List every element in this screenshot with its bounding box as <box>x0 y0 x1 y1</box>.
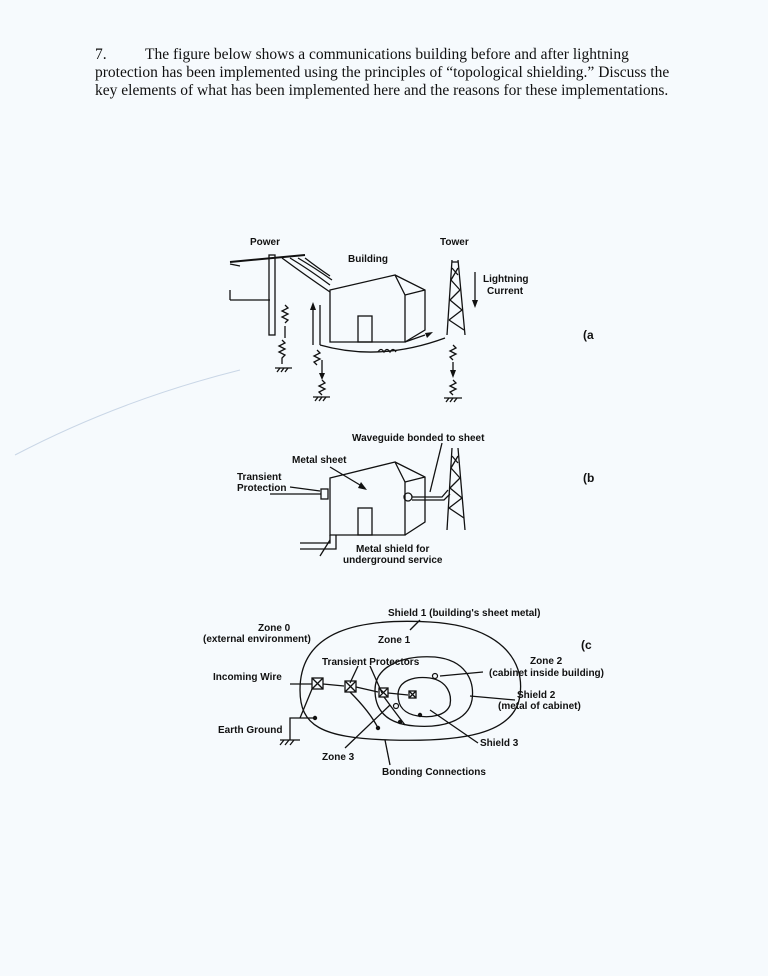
label-shield2: Shield 2 <box>517 690 556 701</box>
building-a <box>310 275 425 345</box>
label-lightning: Lightning <box>483 274 529 285</box>
power-wires <box>282 258 332 292</box>
shield-1-outline <box>300 621 521 740</box>
shield-3-outline <box>398 678 450 717</box>
label-zone2-desc: (cabinet inside building) <box>489 668 604 679</box>
label-shield2-desc: (metal of cabinet) <box>498 701 581 712</box>
panel-label-a: (a <box>583 328 594 342</box>
label-waveguide: Waveguide bonded to sheet <box>352 433 485 444</box>
label-earth-ground: Earth Ground <box>218 725 283 736</box>
label-transient-protectors: Transient Protectors <box>322 657 420 668</box>
label-bonding: Bonding Connections <box>382 767 486 778</box>
tower-a <box>444 260 478 402</box>
label-shield1: Shield 1 (building's sheet metal) <box>388 608 541 619</box>
label-zone0-desc: (external environment) <box>203 634 311 645</box>
label-transient: Transient <box>237 472 282 483</box>
label-zone1: Zone 1 <box>378 635 411 646</box>
label-tower: Tower <box>440 237 469 248</box>
figure-c <box>203 608 604 778</box>
label-shield3: Shield 3 <box>480 738 519 749</box>
transient-protector-chain <box>290 674 438 709</box>
label-zone0: Zone 0 <box>258 623 291 634</box>
label-incoming-wire: Incoming Wire <box>213 672 282 683</box>
panel-label-b: (b <box>583 471 595 485</box>
pole-ground <box>275 305 292 372</box>
label-power: Power <box>250 237 281 248</box>
label-protection: Protection <box>237 483 287 494</box>
question-number: 7. <box>95 46 107 63</box>
label-zone3: Zone 3 <box>322 752 355 763</box>
pen-mark <box>15 370 240 455</box>
label-metal-sheet: Metal sheet <box>292 455 347 466</box>
question-text: The figure below shows a communications building before and after lightning protection has been implemented using the principles of “topological shielding.” Discuss the key elements of what has been implemented here and the reasons for these implementations. <box>95 46 670 99</box>
figure-a <box>230 237 594 402</box>
figure-b <box>237 433 594 566</box>
panel-label-c: (c <box>581 638 592 652</box>
label-zone2: Zone 2 <box>530 656 563 667</box>
tower-b <box>447 448 465 530</box>
label-current: Current <box>487 286 524 297</box>
label-underground: underground service <box>343 555 443 566</box>
label-metal-shield: Metal shield for <box>356 544 430 555</box>
label-building: Building <box>348 254 388 265</box>
